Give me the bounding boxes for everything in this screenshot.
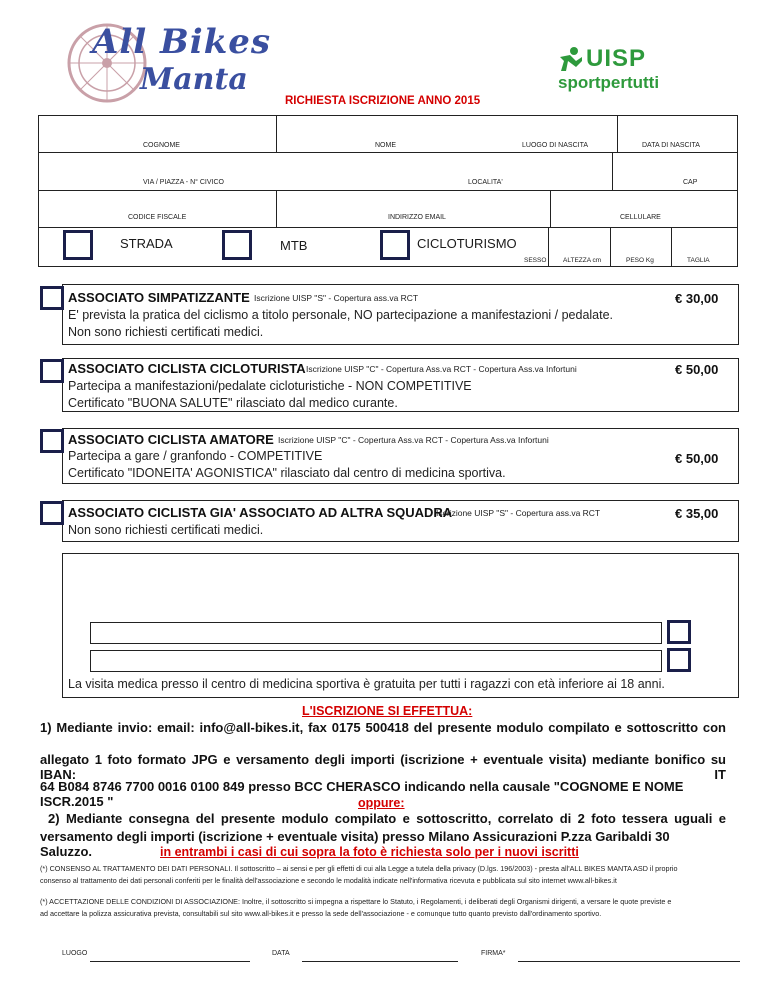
field-email[interactable]: INDIRIZZO EMAIL bbox=[388, 214, 446, 221]
consenso-line2: consenso al trattamento dei dati personali conferiti per le finalità dell'associazione e secondo le modalità indicate nell'informativa ricevuta e pubblicata sul sito internet www.all-bikes.it bbox=[40, 876, 617, 885]
amatore-desc: Partecipa a gare / granfondo - COMPETITIVE bbox=[68, 449, 323, 463]
cicloturismo-checkbox[interactable] bbox=[380, 230, 410, 260]
medical-note: La visita medica presso il centro di medicina sportiva è gratuita per tutti i ragazzi con età inferiore ai 18 anni. bbox=[68, 677, 665, 691]
simpatizzante-title: ASSOCIATO SIMPATIZZANTE bbox=[68, 290, 250, 305]
iscrizione-p2-line2: versamento degli importi (iscrizione + eventuale visita) presso Milano Assicurazioni P.zza Garibaldi 30 Saluzzo. bbox=[40, 829, 670, 859]
consenso-line1: (*) CONSENSO AL TRATTAMENTO DEI DATI PERSONALI. Il sottoscritto – ai sensi e per gli effetti di cui alla Legge a tutela della privacy (D.lgs. 196/2003) - presta all'ALL BIKES MANTA ASD il proprio bbox=[40, 864, 678, 873]
iscrizione-p1-line3: 64 B084 8746 7700 0016 0100 849 presso BCC CHERASCO indicando nella causale "COGNOME E NOME ISCR.2015 " bbox=[40, 779, 684, 809]
amatore-price: € 50,00 bbox=[675, 451, 719, 466]
club-name-line2: Manta bbox=[140, 62, 248, 97]
mtb-label: MTB bbox=[280, 238, 308, 253]
field-altezza[interactable]: ALTEZZA cm bbox=[563, 257, 602, 264]
cicloturista-cert: Certificato "BUONA SALUTE" rilasciato dal medico curante. bbox=[68, 396, 398, 410]
club-logo bbox=[52, 18, 282, 108]
uisp-logo bbox=[556, 45, 696, 95]
accettazione-line1: (*) ACCETTAZIONE DELLE CONDIZIONI DI ASSOCIAZIONE: Inoltre, il sottoscritto si impegna a rispettare lo Statuto, i Regolamenti, i deliberati degli Organismi dirigenti, a versare le quote previste e bbox=[40, 897, 672, 906]
field-codice-fiscale[interactable]: CODICE FISCALE bbox=[128, 214, 187, 221]
accettazione-line2: ad accettare la polizza assicurativa prevista, consultabili sul sito www.all-bikes.it e presso la sede dell'associazione - e comunque tutto quanto previsto dall'ordinamento sportivo. bbox=[40, 909, 602, 918]
firma-field[interactable] bbox=[518, 961, 740, 962]
simpatizzante-cert: Non sono richiesti certificati medici. bbox=[68, 325, 264, 339]
medical-option-2[interactable] bbox=[90, 650, 662, 672]
simpatizzante-price: € 30,00 bbox=[675, 291, 719, 306]
altra-squadra-note: Iscrizione UISP "S" - Copertura ass.va RCT bbox=[436, 508, 601, 518]
cicloturista-price: € 50,00 bbox=[675, 362, 719, 377]
simpatizzante-desc: E' prevista la pratica del ciclismo a titolo personale, NO partecipazione a manifestazioni / pedalate. bbox=[68, 308, 614, 322]
field-cognome[interactable]: COGNOME bbox=[143, 142, 180, 149]
foto-note: in entrambi i casi di cui sopra la foto è richiesta solo per i nuovi iscritti bbox=[160, 845, 579, 859]
field-via[interactable]: VIA / PIAZZA - N° CIVICO bbox=[143, 179, 224, 186]
altra-squadra-checkbox[interactable] bbox=[40, 501, 64, 525]
field-cellulare[interactable]: CELLULARE bbox=[620, 214, 661, 221]
simpatizzante-note: Iscrizione UISP "S" - Copertura ass.va RCT bbox=[254, 293, 419, 303]
cicloturista-checkbox[interactable] bbox=[40, 359, 64, 383]
firma-label: FIRMA* bbox=[481, 950, 506, 957]
field-data-nascita[interactable]: DATA DI NASCITA bbox=[642, 142, 700, 149]
altra-squadra-desc: Non sono richiesti certificati medici. bbox=[68, 523, 264, 537]
iscrizione-p1-line1: 1) Mediante invio: email: info@all-bikes.it, fax 0175 500418 del presente modulo compilato e sottoscritto con bbox=[40, 720, 726, 735]
medical-option-1-checkbox[interactable] bbox=[667, 620, 691, 644]
field-peso[interactable]: PESO Kg bbox=[626, 257, 654, 264]
data-label: DATA bbox=[272, 950, 290, 957]
cicloturista-title: ASSOCIATO CICLISTA CICLOTURISTA bbox=[68, 361, 306, 376]
mtb-checkbox[interactable] bbox=[222, 230, 252, 260]
oppure-label: oppure: bbox=[358, 796, 405, 810]
cicloturista-desc: Partecipa a manifestazioni/pedalate cicloturistiche - NON COMPETITIVE bbox=[68, 379, 472, 393]
medical-option-2-checkbox[interactable] bbox=[667, 648, 691, 672]
altra-squadra-title: ASSOCIATO CICLISTA GIA' ASSOCIATO AD ALTRA SQUADRA bbox=[68, 505, 453, 520]
strada-label: STRADA bbox=[120, 236, 173, 251]
amatore-cert: Certificato "IDONEITA' AGONISTICA" rilasciato dal centro di medicina sportiva. bbox=[68, 466, 506, 480]
amatore-checkbox[interactable] bbox=[40, 429, 64, 453]
medical-option-1[interactable] bbox=[90, 622, 662, 644]
altra-squadra-price: € 35,00 bbox=[675, 506, 719, 521]
uisp-brand: UISP bbox=[586, 45, 647, 72]
field-taglia[interactable]: TAGLIA bbox=[687, 257, 710, 264]
iscrizione-p2-line1: 2) Mediante consegna del presente modulo compilato e sottoscritto, correlato di 2 foto tessera uguali e bbox=[48, 811, 726, 826]
luogo-label: LUOGO bbox=[62, 950, 88, 957]
strada-checkbox[interactable] bbox=[63, 230, 93, 260]
field-cap[interactable]: CAP bbox=[683, 179, 698, 186]
amatore-title: ASSOCIATO CICLISTA AMATORE bbox=[68, 432, 274, 447]
field-luogo-nascita[interactable]: LUOGO DI NASCITA bbox=[522, 142, 588, 149]
luogo-field[interactable] bbox=[90, 961, 250, 962]
data-field[interactable] bbox=[302, 961, 458, 962]
field-localita[interactable]: LOCALITA' bbox=[468, 179, 503, 186]
simpatizzante-checkbox[interactable] bbox=[40, 286, 64, 310]
amatore-note: Iscrizione UISP "C" - Copertura Ass.va RCT - Copertura Ass.va Infortuni bbox=[278, 435, 549, 445]
field-nome[interactable]: NOME bbox=[375, 142, 396, 149]
page-title: RICHIESTA ISCRIZIONE ANNO 2015 bbox=[285, 95, 481, 107]
uisp-tagline: sportpertutti bbox=[558, 73, 660, 92]
cicloturismo-label: CICLOTURISMO bbox=[417, 236, 517, 251]
iscrizione-p1-line2: allegato 1 foto formato JPG e versamento degli importi (iscrizione + eventuale visita) mediante bonifico su IBAN: IT bbox=[40, 752, 726, 782]
uisp-runner-icon bbox=[556, 47, 584, 73]
iscrizione-heading: L'ISCRIZIONE SI EFFETTUA: bbox=[302, 704, 473, 718]
cicloturista-note: Iscrizione UISP "C" - Copertura Ass.va RCT - Copertura Ass.va Infortuni bbox=[306, 364, 577, 374]
field-sesso[interactable]: SESSO bbox=[524, 257, 547, 264]
club-name-line1: All Bikes bbox=[92, 22, 272, 62]
